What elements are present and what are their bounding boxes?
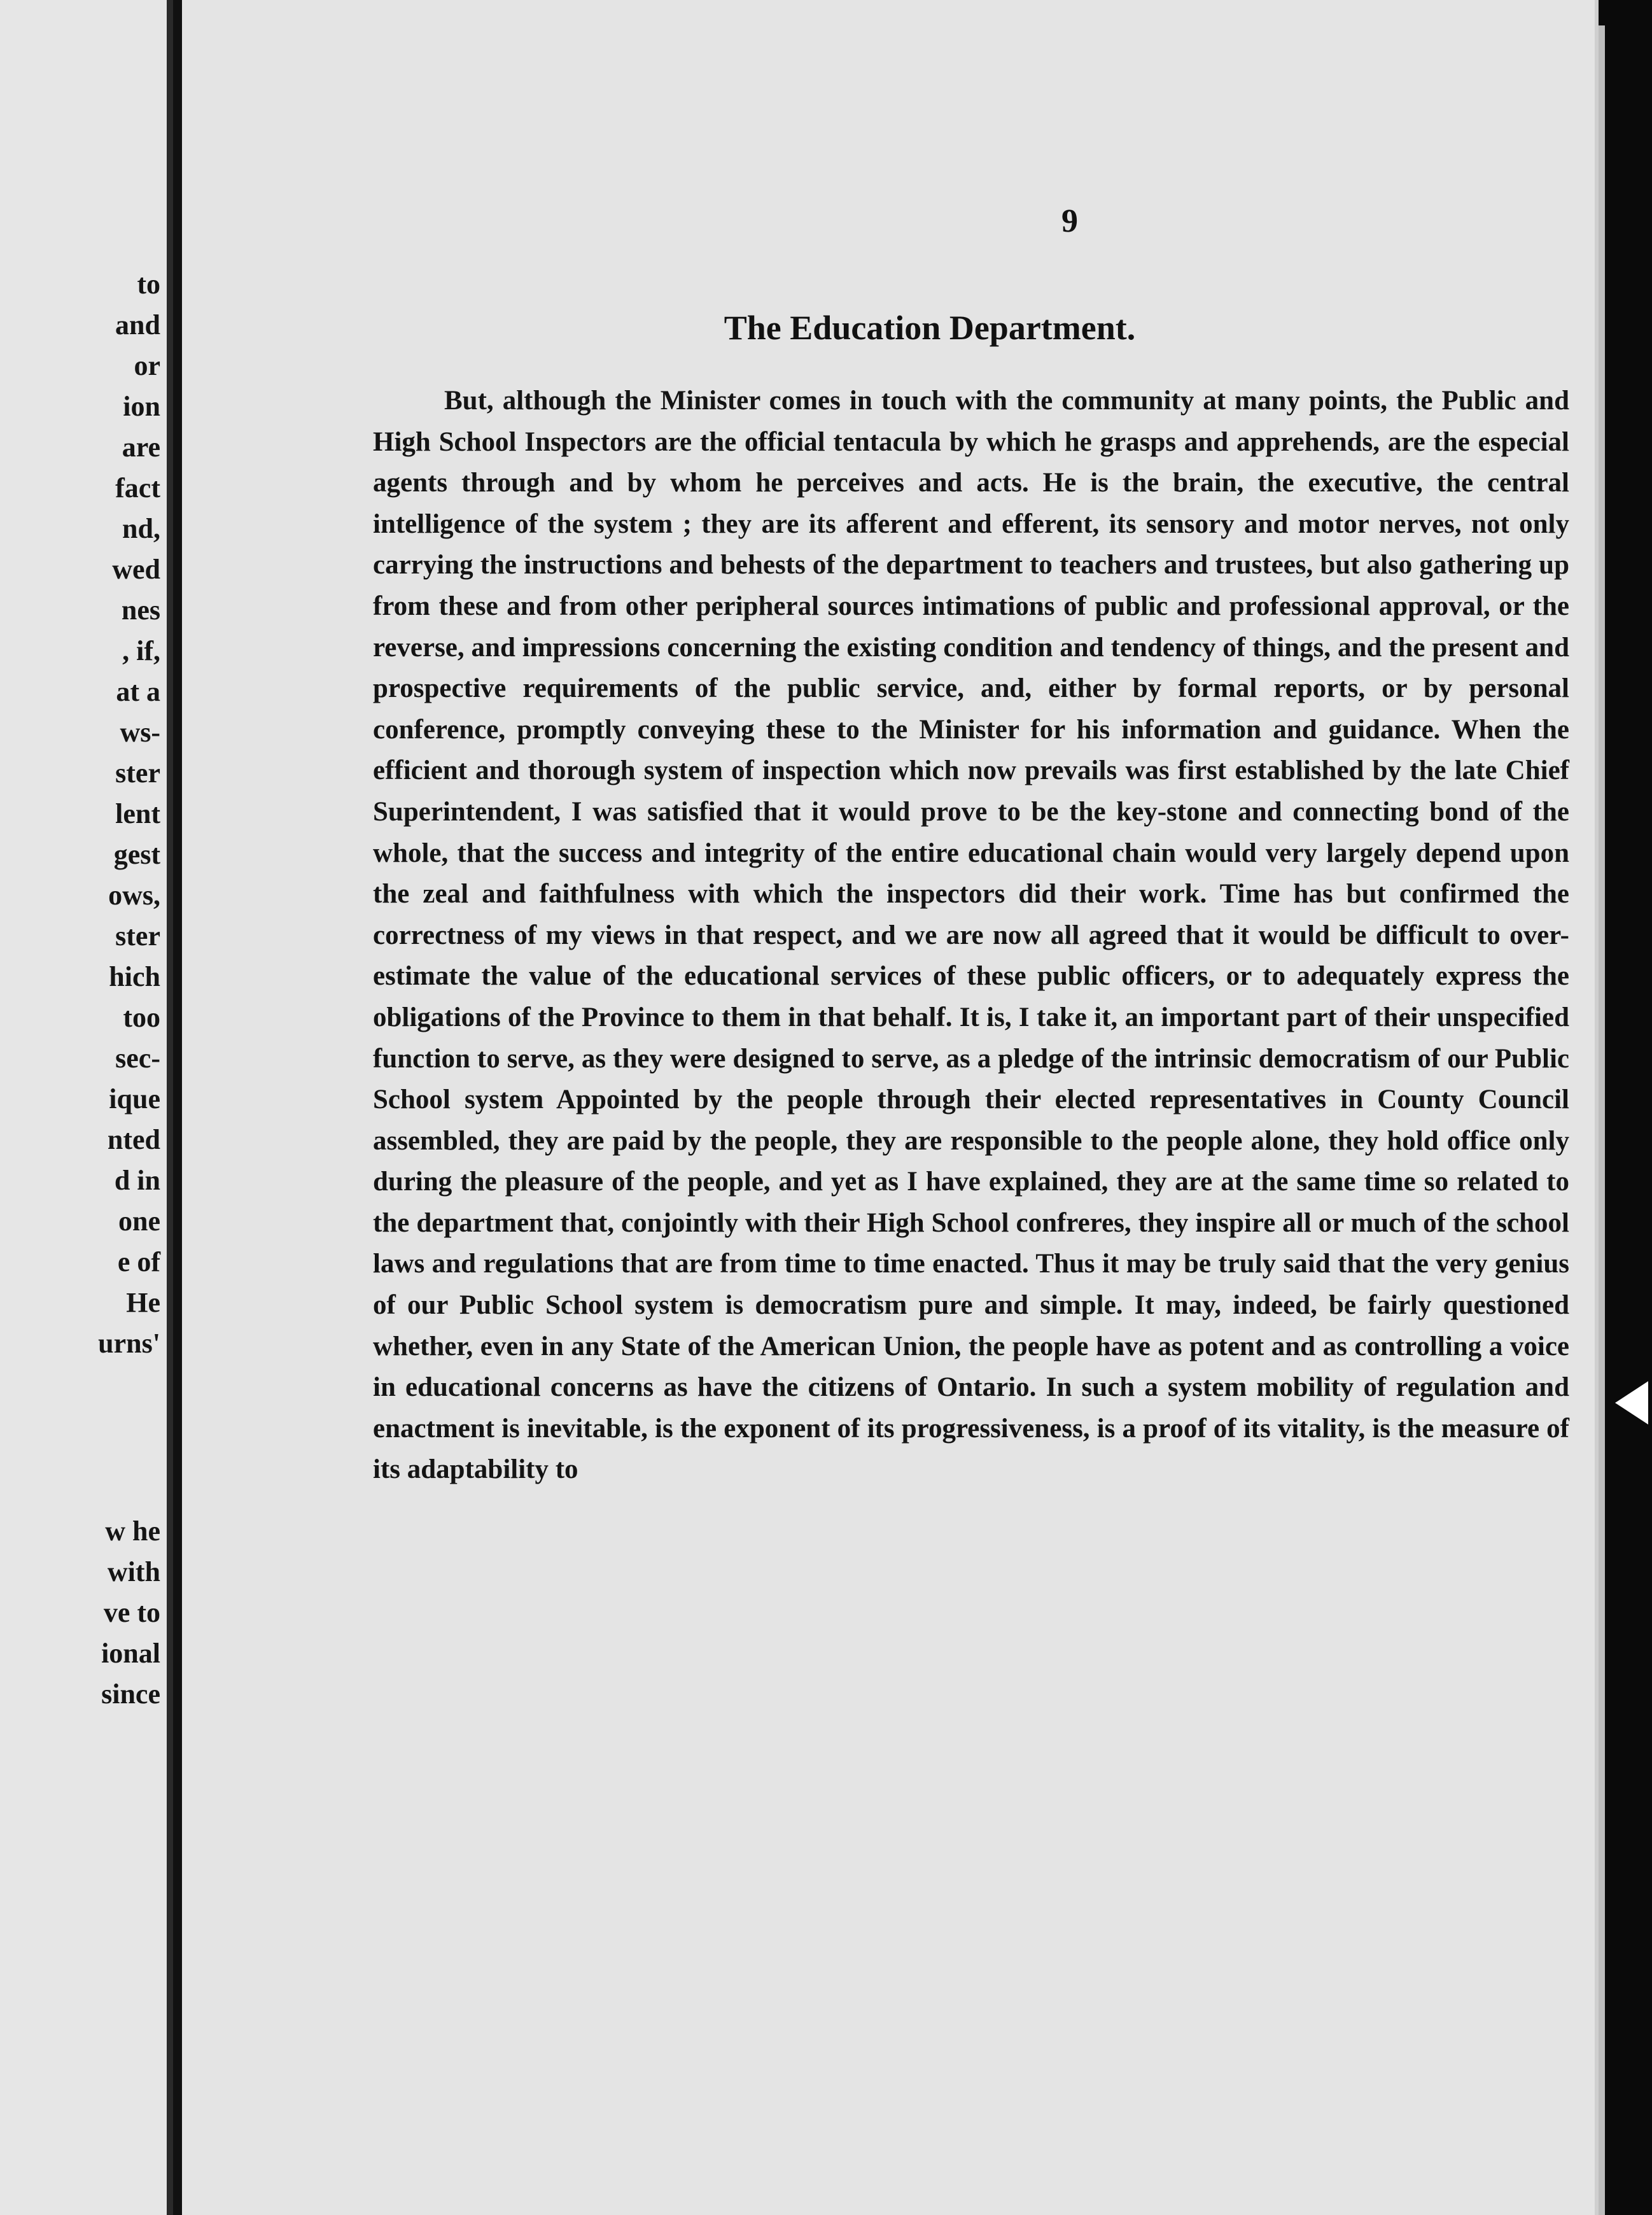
line-fragment: ws- [120, 717, 160, 748]
line-fragment: d in [114, 1165, 160, 1196]
document-page [182, 0, 1599, 2215]
line-fragment: ional [101, 1638, 160, 1669]
line-fragment: ster [115, 757, 160, 789]
line-fragment: He [126, 1287, 160, 1318]
line-fragment: nes [121, 594, 160, 626]
previous-page-edge [0, 0, 173, 2215]
arrow-left-icon[interactable] [1615, 1381, 1648, 1424]
line-fragment: hich [109, 961, 160, 992]
line-fragment: to [137, 269, 160, 300]
line-fragment: nted [107, 1124, 160, 1155]
line-fragment: are [122, 432, 160, 463]
line-fragment: at a [116, 676, 160, 707]
line-fragment: and [115, 309, 160, 341]
line-fragment: , if, [122, 635, 160, 666]
page-number: 9 [1061, 203, 1078, 239]
line-fragment: ion [123, 391, 160, 422]
previous-page-line-endings-bottom [101, 1511, 160, 1715]
line-fragment: w he [105, 1515, 160, 1547]
body-paragraph: But, although the Minister comes in touch with the community at many points, the Public and High School Inspectors are the official tentacula by which he grasps and apprehends, are the especial agents through and by whom he perceives and acts. He is the brain, the executive, the central intelligence of the system ; they are its afferent and efferent, its sensory and motor nerves, not only carrying the instructions and behests of the department to teachers and trustees, but also gathering up from these and from other peripheral sources intimations of public and professional approval, or the reverse, and impressions concerning the existing condition and tendency of things, and the present and prospective requirements of the public service, and, either by formal reports, or by personal conference, promptly conveying these to the Minister for his information and guidance. When the efficient and thorough system of inspection which now prevails was first established by the late Chief Superintendent, I was satisfied that it would prove to be the key-stone and connecting bond of the whole, that the success and integrity of the entire educational chain would very largely depend upon the zeal and faithfulness with which the inspectors did their work. Time has but confirmed the correctness of my views in that respect, and we are now all agreed that it would be difficult to over-estimate the value of the educational services of these public officers, or to adequately express the obligations of the Province to them in that behalf. It is, I take it, an important part of their unspecified function to serve, as they were designed to serve, as a pledge of the intrinsic democratism of our Public School system Appointed by the people through their elected representatives in County Council assembled, they are paid by the people, they are responsible to the people alone, they hold office only during the pleasure of the people, and yet as I have explained, they are at the same time so related to the department that, conjointly with their High School confreres, they inspire all or much of the school laws and regulations that are from time to time enacted. Thus it may be truly said that the very genius of our Public School system is democratism pure and simple. It may, indeed, be fairly questioned whether, even in any State of the American Union, the people have as potent and as controlling a voice in educational concerns as have the citizens of Ontario. In such a system mobility of regulation and enactment is inevitable, is the exponent of its progressiveness, is a proof of its vitality, is the measure of its adaptability to [373, 386, 1569, 1485]
line-fragment: ve to [103, 1597, 160, 1628]
line-fragment: gest [113, 839, 160, 870]
line-fragment: urns' [98, 1328, 160, 1359]
line-fragment: ique [109, 1083, 160, 1115]
line-fragment: lent [115, 798, 160, 829]
line-fragment: or [134, 350, 160, 381]
line-fragment: one [118, 1206, 160, 1237]
line-fragment: too [123, 1002, 160, 1033]
line-fragment: since [101, 1678, 160, 1710]
line-fragment: fact [115, 472, 160, 503]
line-fragment: e of [117, 1246, 160, 1277]
page-edge-shadow [1599, 25, 1605, 2215]
line-fragment: wed [112, 554, 160, 585]
line-fragment: ster [115, 920, 160, 952]
previous-page-line-endings-top [98, 264, 160, 1364]
line-fragment: ows, [108, 880, 160, 911]
page-title: The Education Department. [724, 309, 1136, 347]
line-fragment: with [107, 1556, 160, 1587]
line-fragment: sec- [115, 1043, 160, 1074]
line-fragment: nd, [122, 513, 160, 544]
page-gutter [173, 0, 182, 2215]
